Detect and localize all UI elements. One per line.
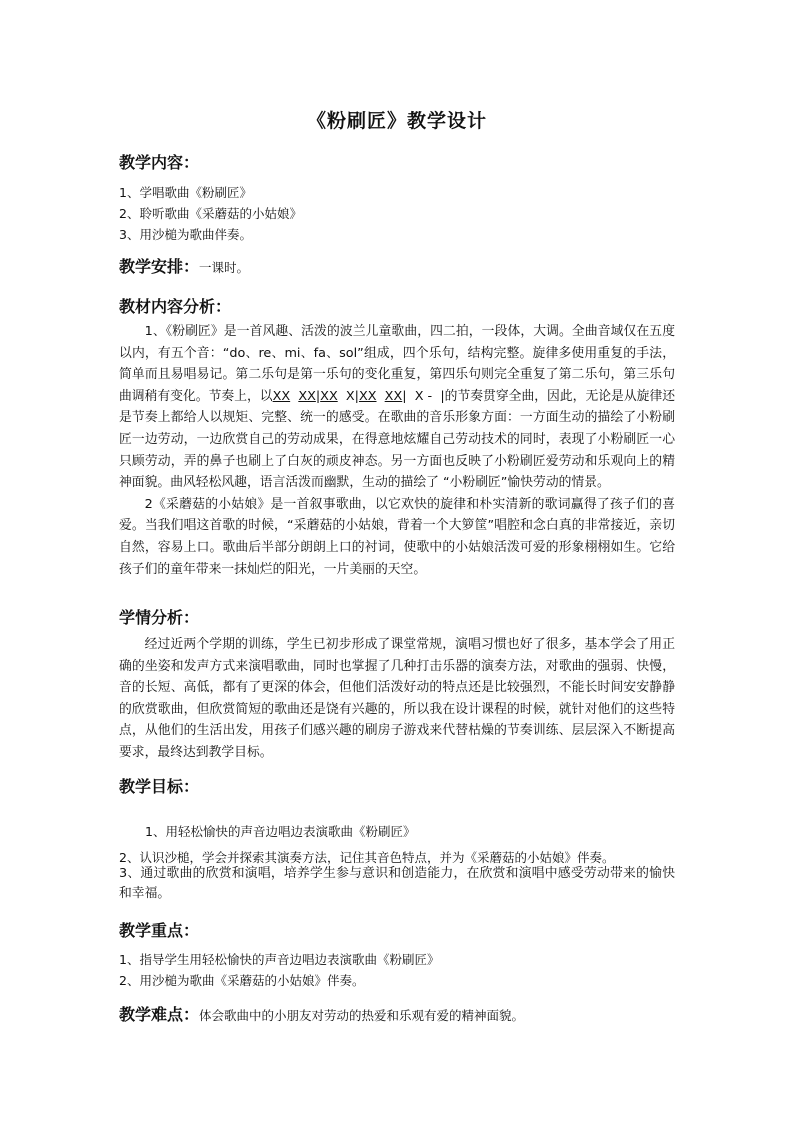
- rhythm-8: -: [427, 388, 433, 404]
- key-item-2: 2、用沙槌为歌曲《采蘑菇的小姑娘》伴奏。: [119, 973, 365, 988]
- learner-paragraph: [119, 634, 675, 764]
- rhythm-1: XX: [272, 388, 291, 404]
- goal-item-3-block: [119, 864, 675, 904]
- difficulty-text: 体会歌曲中的小朋友对劳动的热爱和乐观有爱的精神面貌。: [199, 1008, 525, 1023]
- heading-key: 教学重点：: [119, 921, 200, 940]
- rhythm-7: X: [414, 388, 424, 404]
- heading-arrangement: [119, 254, 249, 277]
- heading-analysis: 教材内容分析：: [119, 297, 232, 316]
- content-item-3: 3、用沙槌为歌曲伴奏。: [119, 227, 252, 242]
- content-item-1: 1、学唱歌曲《粉刷匠》: [119, 185, 252, 200]
- analysis-paragraph-2: 2《采蘑菇的小姑娘》是一首叙事歌曲，以它欢快的旋律和朴实清新的歌词赢得了孩子们的喜爱。当我们唱这首歌的时候，“采蘑菇的小姑娘，背着一个大箩筐”唱腔和念白真的非常接近，亲切自然，容易上口。歌曲后半部分朗朗上口的衬词，使歌中的小姑娘活泼可爱的形象栩栩如生。它给孩子们的童年带来一抹灿烂的阳光，一片美丽的天空。: [119, 496, 675, 577]
- rhythm-3: XX: [320, 388, 338, 404]
- rhythm-4: X: [345, 388, 355, 404]
- rhythm-bar-2: |: [354, 388, 359, 404]
- content-item-2: 2、聆听歌曲《采蘑菇的小姑娘》: [119, 206, 302, 221]
- heading-goals: 教学目标：: [119, 777, 200, 796]
- analysis-paragraphs: [119, 321, 675, 580]
- goal-item-2: 2、认识沙槌，学会并探索其演奏方法，记住其音色特点，并为《采蘑菇的小姑娘》伴奏。: [119, 850, 615, 865]
- arrangement-text: 一课时。: [199, 260, 250, 275]
- difficulty-heading: 教学难点：: [119, 1005, 200, 1024]
- document-title: 《粉刷匠》教学设计: [306, 110, 487, 132]
- rhythm-2: XX: [298, 388, 316, 404]
- heading-difficulty: [119, 1002, 524, 1025]
- goal-item-1: 1、用轻松愉快的声音边唱边表演歌曲《粉刷匠》: [145, 824, 416, 839]
- key-item-1: 1、指导学生用轻松愉快的声音边唱边表演歌曲《粉刷匠》: [119, 952, 440, 967]
- goal-item-3: 3、通过歌曲的欣赏和演唱，培养学生参与意识和创造能力，在欣赏和演唱中感受劳动带来的愉快和幸福。: [119, 866, 675, 901]
- rhythm-bar-1: |: [315, 388, 321, 404]
- rhythm-notation: [273, 389, 445, 404]
- rhythm-6: XX: [384, 388, 403, 404]
- rhythm-bar-3: |: [402, 388, 407, 404]
- rhythm-bar-4: |: [440, 388, 445, 404]
- heading-content: 教学内容：: [119, 153, 200, 172]
- learner-text: 经过近两个学期的训练，学生已初步形成了课堂常规，演唱习惯也好了很多，基本学会了用正确的坐姿和发声方式来演唱歌曲，同时也掌握了几种打击乐器的演奏方法，对歌曲的强弱、快慢，音的长短、高低，都有了更深的体会，但他们活泼好动的特点还是比较强烈，不能长时间安安静静的欣赏歌曲，但欣赏简短的歌曲还是饶有兴趣的，所以我在设计课程的时候，就针对他们的这些特点，从他们的生活出发，用孩子们感兴趣的刷房子游戏来代替枯燥的节奏训练、层层深入不断提高要求，最终达到教学目标。: [119, 637, 675, 760]
- analysis-p1-before: 1、《粉刷匠》是一首风趣、活泼的波兰儿童歌曲，四二拍，一段体，大调。全曲音域仅在五度以内，有五个音：“do、re、mi、fa、sol”组成，四个乐句，结构完整。旋律多使用重复的手法，简单而且易唱易记。第二乐句是第一乐句的变化重复，第四乐句则完全重复了第二乐句，第三乐句曲调稍有变化。节奏上，以: [119, 324, 675, 404]
- analysis-p1-after: 的节奏贯穿全曲，因此，无论是从旋律还是节奏上都给人以规矩、完整、统一的感受。在歌曲的音乐形象方面：一方面生动的描绘了小粉刷匠一边劳动，一边欣赏自己的劳动成果，在得意地炫耀自己劳动技术的同时，表现了小粉刷匠一心只顾劳动，弄的鼻子也刷上了白灰的顽皮神态。另一方面也反映了小粉刷匠爱劳动和乐观向上的精神面貌。曲风轻松风趣，语言活泼而幽默，生动的描绘了 “小粉刷匠”愉快劳动的情景。: [119, 388, 676, 491]
- arrangement-heading: 教学安排：: [119, 257, 200, 276]
- analysis-paragraph-1: [119, 321, 675, 494]
- heading-learner: 学情分析：: [119, 608, 200, 627]
- rhythm-5: XX: [358, 388, 377, 404]
